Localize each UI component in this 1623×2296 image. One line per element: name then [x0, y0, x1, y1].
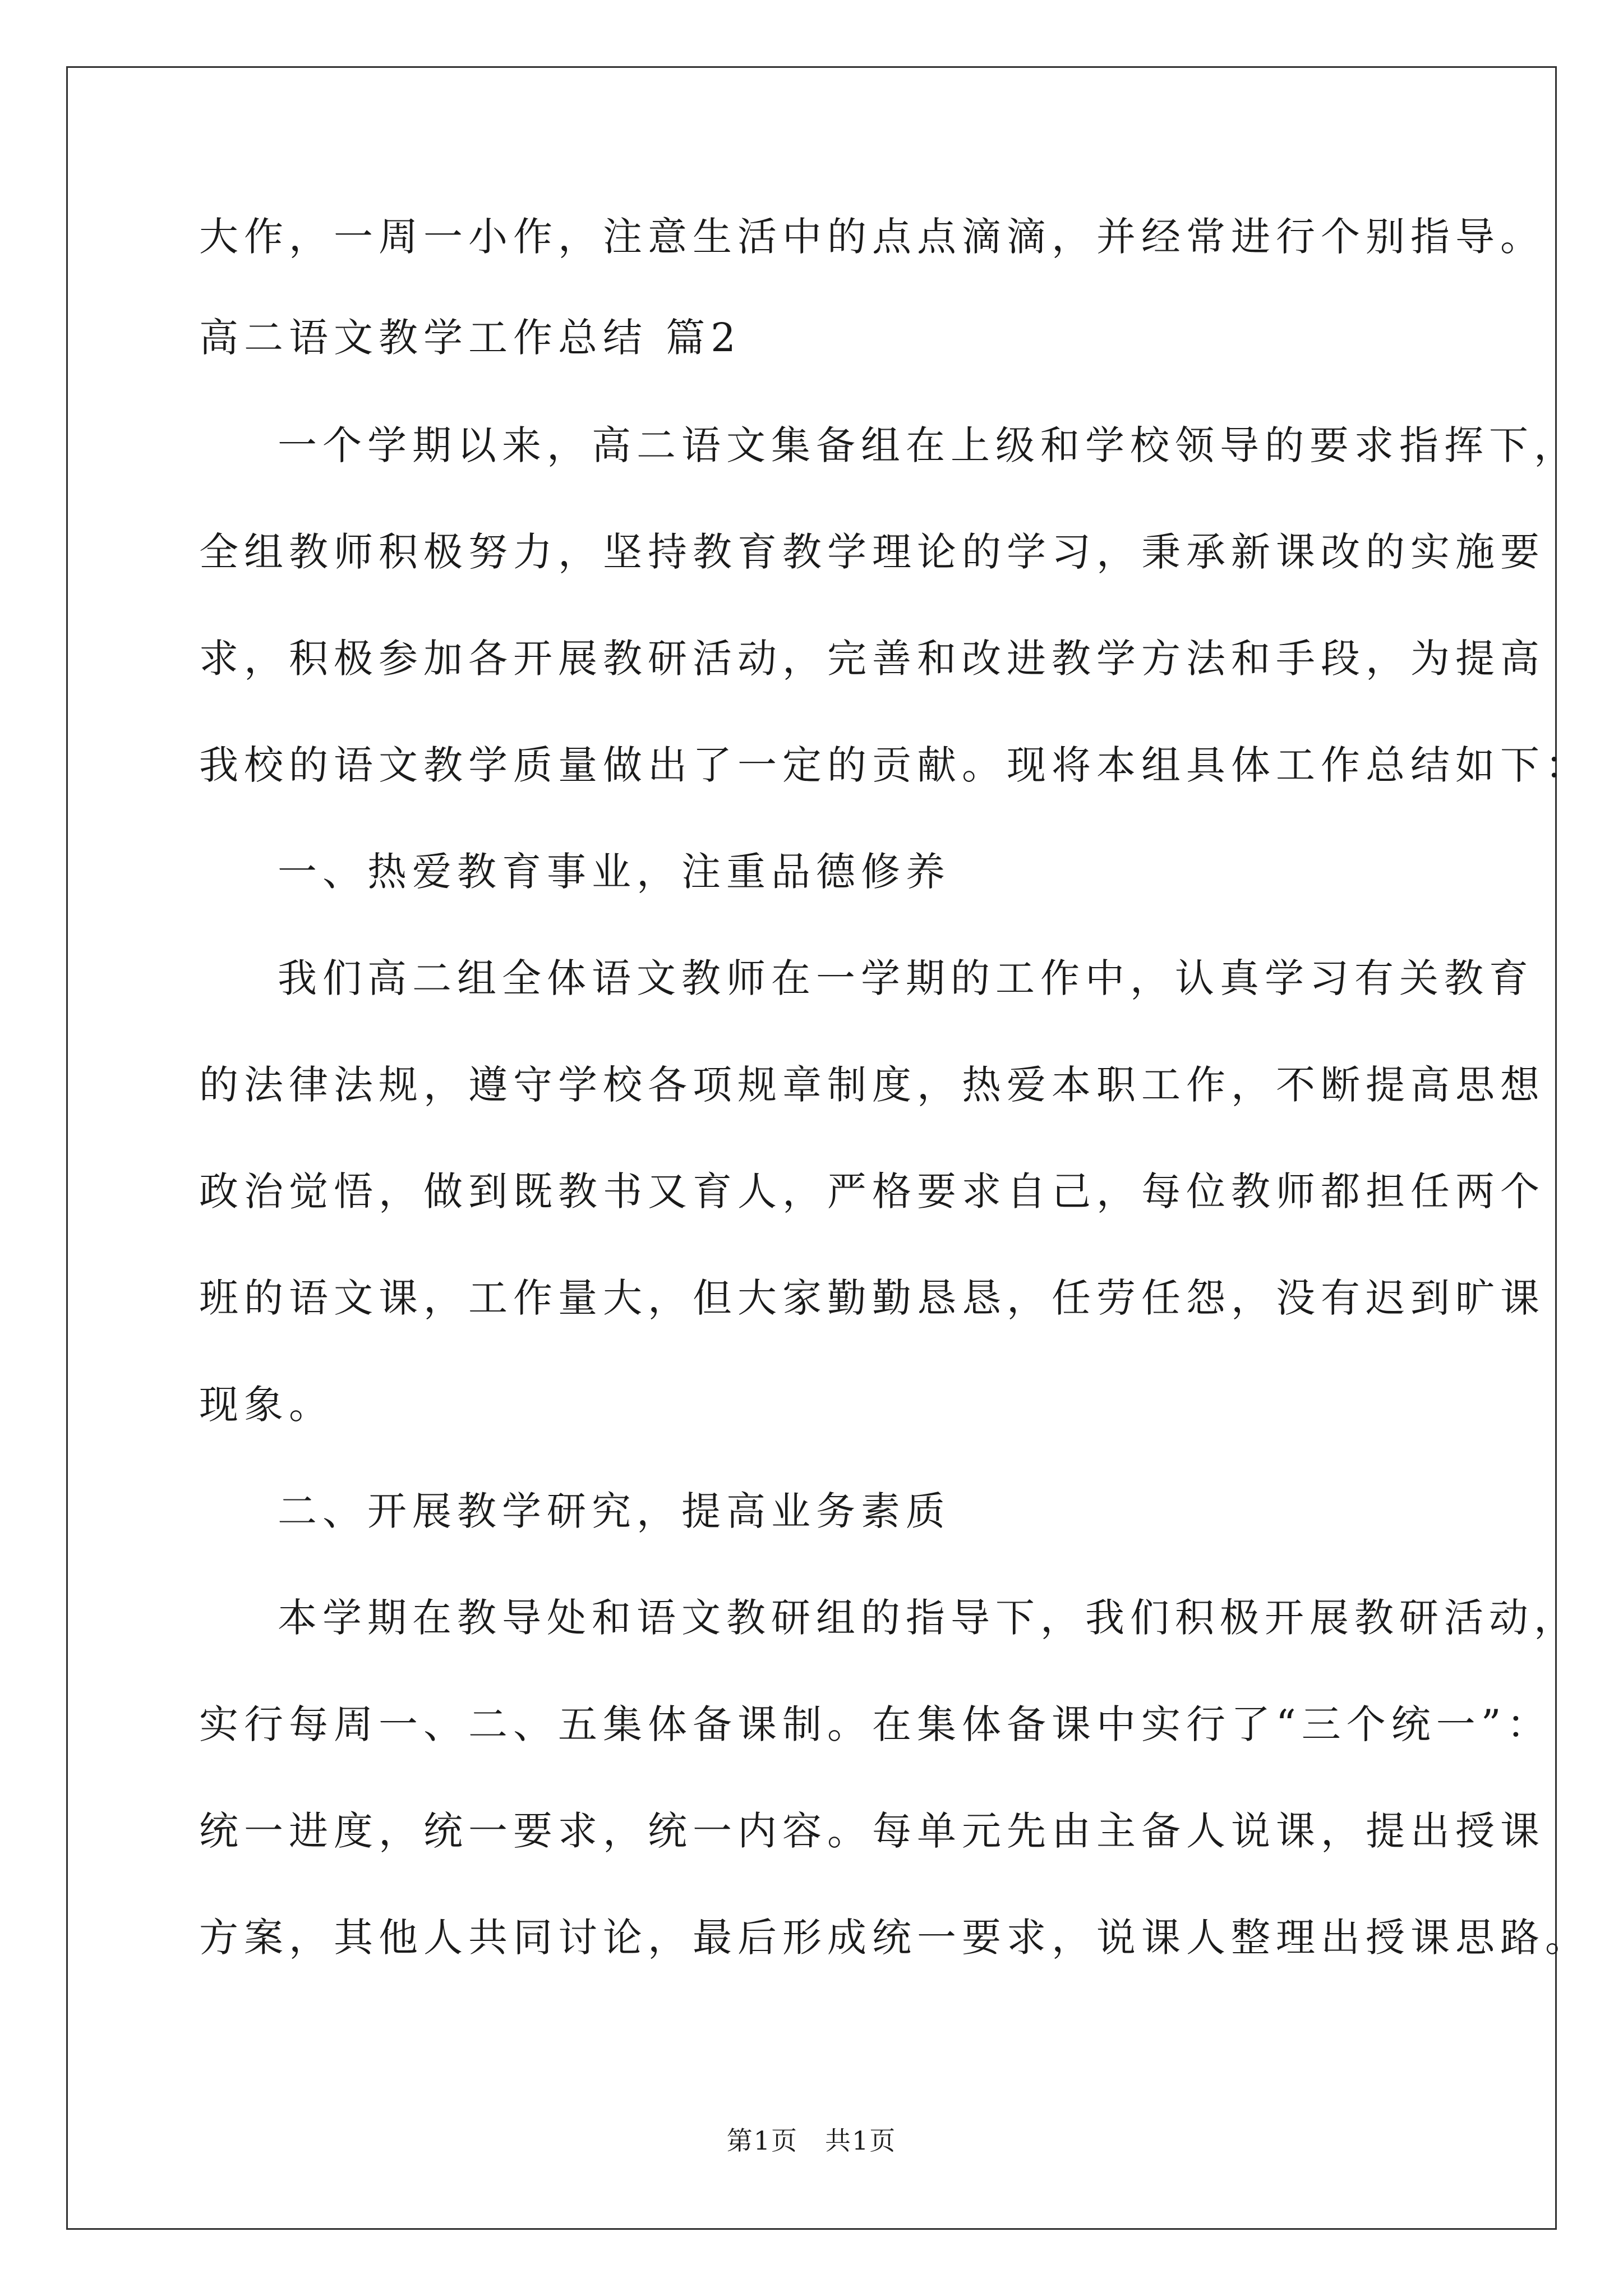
paragraph-line: 的法律法规，遵守学校各项规章制度，热爱本职工作，不断提高思想 [199, 1062, 1545, 1108]
paragraph-line: 现象。 [199, 1382, 334, 1428]
paragraph-line: 求，积极参加各开展教研活动，完善和改进教学方法和手段，为提高 [199, 636, 1545, 682]
paragraph-line: 一个学期以来，高二语文集备组在上级和学校领导的要求指挥下， [278, 422, 1579, 468]
paragraph-line: 本学期在教导处和语文教研组的指导下，我们积极开展教研活动， [278, 1595, 1579, 1641]
section-heading: 高二语文教学工作总结 篇2 [199, 315, 741, 361]
paragraph-line: 我校的语文教学质量做出了一定的贡献。现将本组具体工作总结如下： [199, 742, 1590, 788]
page-number-footer: 第1页 共1页 [726, 2125, 897, 2156]
paragraph-line: 我们高二组全体语文教师在一学期的工作中，认真学习有关教育 [278, 955, 1534, 1001]
paragraph-line: 班的语文课，工作量大，但大家勤勤恳恳，任劳任怨，没有迟到旷课 [199, 1275, 1545, 1321]
paragraph-line: 政治觉悟，做到既教书又育人，严格要求自己，每位教师都担任两个 [199, 1168, 1545, 1214]
page-border [66, 66, 1557, 2230]
subheading: 二、开展教学研究，提高业务素质 [278, 1488, 951, 1534]
paragraph-line: 实行每周一、二、五集体备课制。在集体备课中实行了“三个统一”： [199, 1701, 1552, 1747]
subheading: 一、热爱教育事业，注重品德修养 [278, 849, 951, 895]
paragraph-line: 方案，其他人共同讨论，最后形成统一要求，说课人整理出授课思路。 [199, 1915, 1590, 1961]
paragraph-line: 全组教师积极努力，坚持教育教学理论的学习，秉承新课改的实施要 [199, 529, 1545, 575]
paragraph-line: 统一进度，统一要求，统一内容。每单元先由主备人说课，提出授课 [199, 1808, 1545, 1854]
text-line: 大作，一周一小作，注意生活中的点点滴滴，并经常进行个别指导。 [199, 214, 1545, 260]
